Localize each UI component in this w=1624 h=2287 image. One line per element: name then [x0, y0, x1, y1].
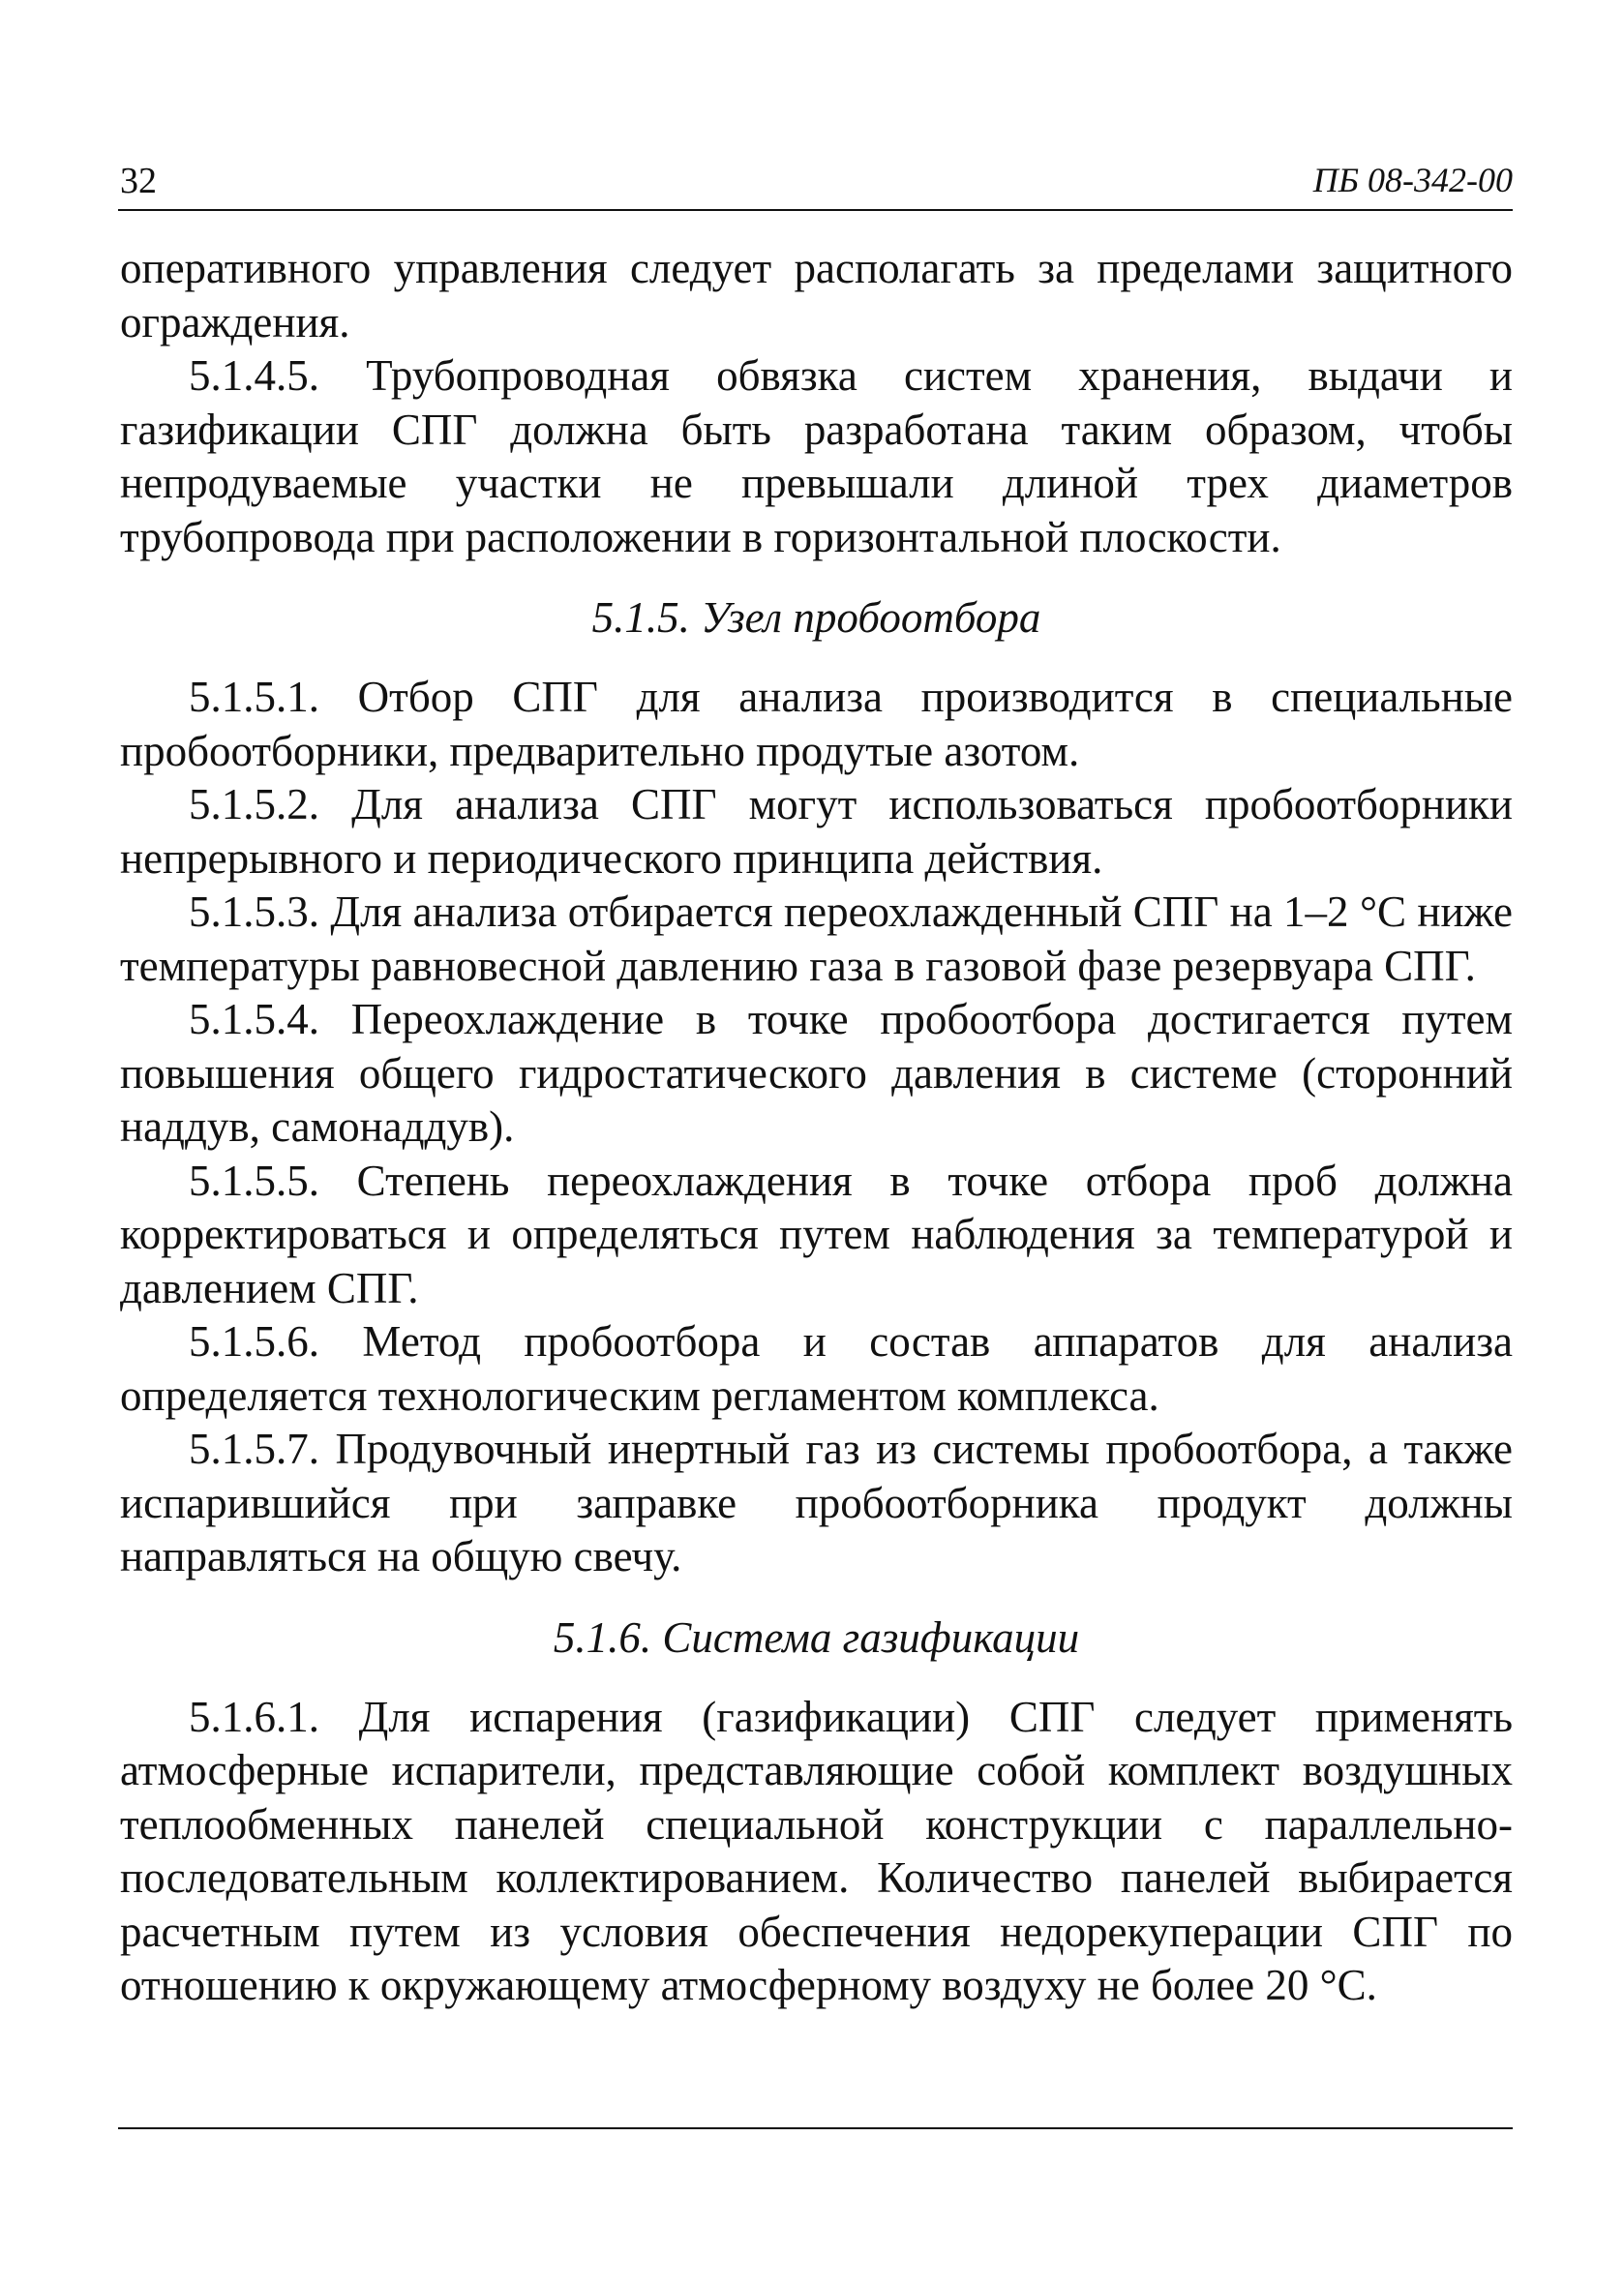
- paragraph-5-1-5-5: 5.1.5.5. Степень переохлаждения в точке отбора проб должна корректироваться и определяться путем наблюдения за температурой и давлением СПГ.: [120, 1156, 1513, 1312]
- paragraph-5-1-6-1: 5.1.6.1. Для испарения (газификации) СПГ следует применять атмосферные испарители, представляющие собой комплект воздушных теплообменных панелей специальной конструкции с параллельно-последовательным коллектированием. Количество панелей выбирается расчетным путем из условия обеспечения недорекуперации СПГ по отношению к окружающему атмосферному воздуху не более 20 °С.: [120, 1692, 1513, 2009]
- document-code: ПБ 08-342-00: [1312, 161, 1513, 199]
- paragraph-5-1-5-6: 5.1.5.6. Метод пробоотбора и состав аппаратов для анализа определяется технологическим регламентом комплекса.: [120, 1317, 1513, 1420]
- paragraph-5-1-5-7: 5.1.5.7. Продувочный инертный газ из системы пробоотбора, а также испарившийся при заправке пробоотборника продукт должны направляться на общую свечу.: [120, 1425, 1513, 1580]
- header-rule: [118, 209, 1513, 211]
- paragraph-5-1-5-2: 5.1.5.2. Для анализа СПГ могут использоваться пробоотборники непрерывного и периодического принципа действия.: [120, 780, 1513, 883]
- paragraph-5-1-4-5: 5.1.4.5. Трубопроводная обвязка систем хранения, выдачи и газификации СПГ должна быть разработана таким образом, чтобы непродуваемые участки не превышали длиной трех диаметров трубопровода при расположении в горизонтальной плоскости.: [120, 351, 1513, 561]
- paragraph-5-1-5-3: 5.1.5.3. Для анализа отбирается переохлажденный СПГ на 1–2 °С ниже температуры равновесной давлению газа в газовой фазе резервуара СПГ.: [120, 888, 1513, 990]
- page-number: 32: [120, 161, 157, 201]
- paragraph-5-1-5-1: 5.1.5.1. Отбор СПГ для анализа производится в специальные пробоотборники, предварительно продутые азотом.: [120, 673, 1513, 775]
- section-heading-5-1-5: 5.1.5. Узел пробоотбора: [591, 593, 1041, 642]
- paragraph-5-1-5-4: 5.1.5.4. Переохлаждение в точке пробоотбора достигается путем повышения общего гидростатического давления в системе (сторонний наддув, самонаддув).: [120, 995, 1513, 1151]
- page-body: [120, 242, 1513, 2013]
- section-heading-5-1-6: 5.1.6. Система газификации: [553, 1612, 1080, 1662]
- footer-rule: [118, 2127, 1513, 2129]
- paragraph-continuation: оперативного управления следует располагать за пределами защитного ограждения.: [120, 244, 1513, 346]
